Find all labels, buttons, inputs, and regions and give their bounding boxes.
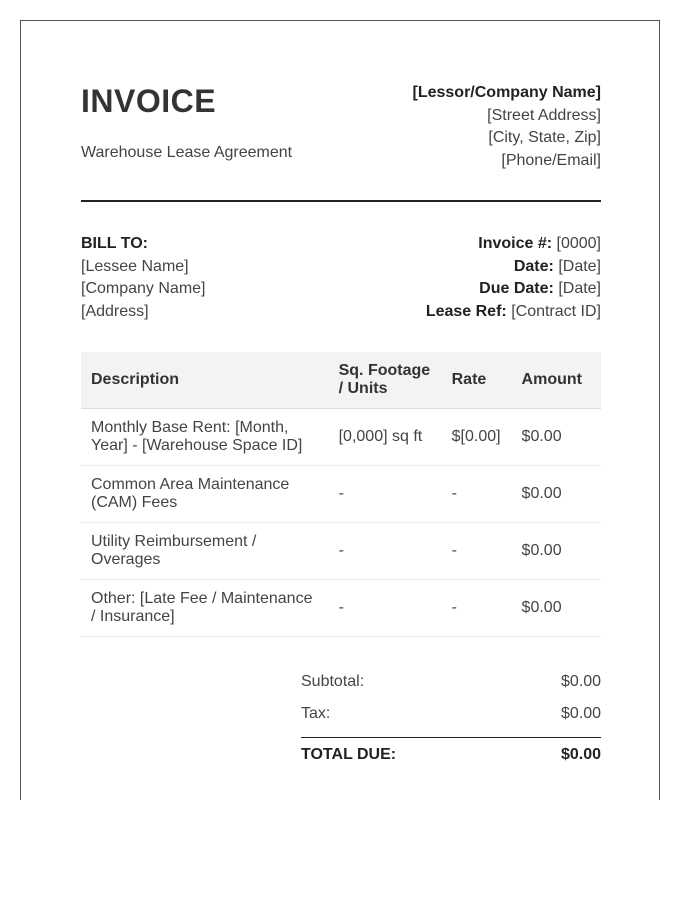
header-amount: Amount — [512, 352, 601, 409]
invoice-subtitle: Warehouse Lease Agreement — [81, 144, 293, 161]
header-sq-footage: Sq. Footage / Units — [329, 352, 442, 409]
tax-row — [301, 703, 601, 735]
table-header-row — [81, 352, 601, 409]
table-row — [81, 523, 601, 580]
row-rate: - — [442, 523, 512, 580]
tax-value: $0.00 — [560, 705, 601, 722]
invoice-number-value: [0000] — [556, 235, 601, 252]
bill-to-block — [81, 233, 206, 323]
row-amount: $0.00 — [512, 466, 601, 523]
total-due-row — [301, 737, 601, 776]
row-description: Monthly Base Rent: [Month, Year] - [Warehouse Space ID] — [81, 409, 329, 466]
row-description: Other: [Late Fee / Maintenance / Insurance] — [81, 580, 329, 637]
total-due-label: TOTAL DUE: — [301, 746, 397, 763]
table-row — [81, 580, 601, 637]
row-amount: $0.00 — [512, 409, 601, 466]
row-units: - — [329, 523, 442, 580]
lessor-city: [City, State, Zip] — [488, 129, 601, 146]
invoice-due-value: [Date] — [558, 280, 601, 297]
invoice-title: INVOICE — [81, 83, 217, 119]
lessor-contact: [Phone/Email] — [501, 151, 601, 169]
row-description: Utility Reimbursement / Overages — [81, 523, 329, 580]
lessor-street: [Street Address] — [487, 106, 601, 124]
table-row — [81, 466, 601, 523]
invoice-meta-block — [426, 233, 601, 323]
invoice-number-line — [426, 233, 601, 256]
header-description: Description — [81, 352, 329, 409]
invoice-number-label: Invoice #: — [478, 235, 553, 252]
row-units: - — [329, 466, 442, 523]
header-rate: Rate — [442, 352, 512, 409]
row-description: Common Area Maintenance (CAM) Fees — [81, 466, 329, 523]
line-items-table — [81, 352, 601, 637]
lease-ref-value: [Contract ID] — [511, 302, 601, 320]
row-units: [0,000] sq ft — [329, 409, 442, 466]
subtotal-label: Subtotal: — [301, 673, 365, 690]
table-row — [81, 409, 601, 466]
row-amount: $0.00 — [512, 580, 601, 637]
lessor-block — [413, 82, 602, 172]
row-rate: $[0.00] — [442, 409, 512, 466]
bill-to-label: BILL TO: — [81, 235, 148, 252]
subtotal-row — [301, 671, 601, 703]
subtotal-value: $0.00 — [560, 673, 601, 690]
invoice-date-value: [Date] — [558, 257, 601, 275]
row-rate: - — [442, 580, 512, 637]
lessee-name: [Lessee Name] — [81, 257, 189, 275]
lessee-company: [Company Name] — [81, 280, 206, 297]
lessee-address: [Address] — [81, 302, 149, 320]
row-units: - — [329, 580, 442, 637]
lease-ref-label: Lease Ref: — [425, 302, 507, 320]
invoice-page — [20, 20, 660, 800]
invoice-date-line — [426, 256, 601, 279]
row-amount: $0.00 — [512, 523, 601, 580]
invoice-date-label: Date: — [513, 257, 554, 275]
totals-block — [301, 671, 601, 776]
invoice-due-label: Due Date: — [479, 280, 554, 297]
row-rate: - — [442, 466, 512, 523]
header-divider — [81, 200, 601, 202]
lessor-name: [Lessor/Company Name] — [412, 84, 601, 101]
invoice-due-line — [426, 278, 601, 301]
lease-ref-line — [426, 301, 601, 324]
tax-label: Tax: — [301, 705, 331, 722]
total-due-value: $0.00 — [560, 746, 601, 763]
